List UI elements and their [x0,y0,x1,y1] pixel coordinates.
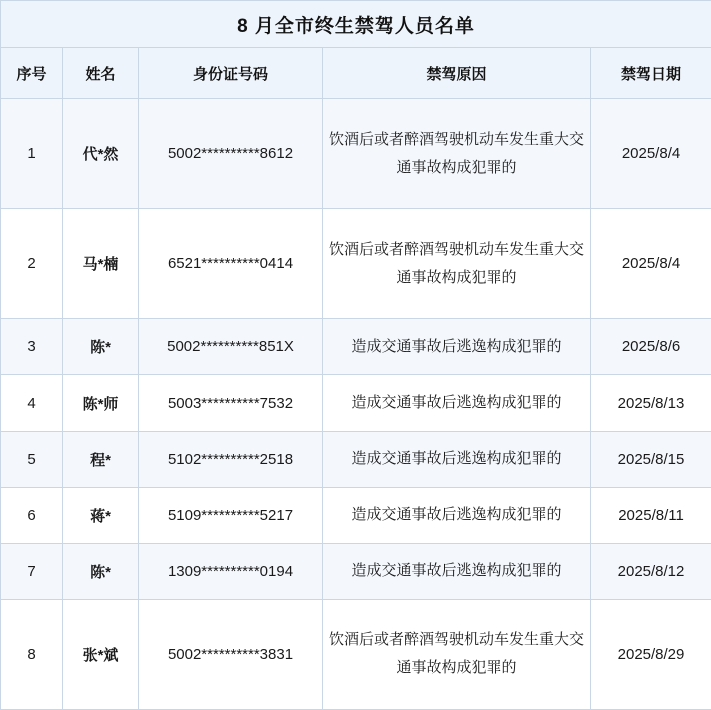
cell-seq: 6 [1,487,63,543]
cell-seq: 2 [1,209,63,319]
table-row [1,99,711,209]
column-header-id: 身份证号码 [139,48,323,99]
cell-name: 陈* [63,319,139,375]
cell-reason: 造成交通事故后逃逸构成犯罪的 [323,543,591,599]
cell-name: 张*斌 [63,599,139,709]
cell-reason: 造成交通事故后逃逸构成犯罪的 [323,487,591,543]
cell-name: 程* [63,431,139,487]
cell-date: 2025/8/29 [591,599,711,709]
cell-seq: 3 [1,319,63,375]
cell-seq: 4 [1,375,63,431]
cell-id: 5102**********2518 [139,431,323,487]
column-header-name: 姓名 [63,48,139,99]
cell-date: 2025/8/4 [591,99,711,209]
cell-reason: 造成交通事故后逃逸构成犯罪的 [323,319,591,375]
cell-reason: 饮酒后或者醉酒驾驶机动车发生重大交通事故构成犯罪的 [323,599,591,709]
table-row [1,375,711,431]
cell-id: 5109**********5217 [139,487,323,543]
page-title: 8 月全市终生禁驾人员名单 [1,1,711,48]
cell-reason: 饮酒后或者醉酒驾驶机动车发生重大交通事故构成犯罪的 [323,99,591,209]
cell-date: 2025/8/12 [591,543,711,599]
cell-date: 2025/8/4 [591,209,711,319]
cell-seq: 1 [1,99,63,209]
table-row [1,209,711,319]
table-row [1,543,711,599]
cell-seq: 5 [1,431,63,487]
cell-name: 陈* [63,543,139,599]
cell-name: 蒋* [63,487,139,543]
cell-name: 马*楠 [63,209,139,319]
table-row [1,319,711,375]
cell-seq: 8 [1,599,63,709]
cell-id: 5002**********851X [139,319,323,375]
cell-reason: 造成交通事故后逃逸构成犯罪的 [323,431,591,487]
cell-seq: 7 [1,543,63,599]
cell-id: 5002**********3831 [139,599,323,709]
cell-date: 2025/8/15 [591,431,711,487]
table-row [1,487,711,543]
cell-reason: 造成交通事故后逃逸构成犯罪的 [323,375,591,431]
column-header-seq: 序号 [1,48,63,99]
cell-id: 5003**********7532 [139,375,323,431]
cell-name: 代*然 [63,99,139,209]
cell-date: 2025/8/13 [591,375,711,431]
table-row [1,431,711,487]
cell-id: 5002**********8612 [139,99,323,209]
column-header-reason: 禁驾原因 [323,48,591,99]
table-header-row [1,48,711,99]
cell-name: 陈*师 [63,375,139,431]
cell-date: 2025/8/6 [591,319,711,375]
table-row [1,599,711,709]
column-header-date: 禁驾日期 [591,48,711,99]
cell-id: 1309**********0194 [139,543,323,599]
cell-date: 2025/8/11 [591,487,711,543]
cell-id: 6521**********0414 [139,209,323,319]
cell-reason: 饮酒后或者醉酒驾驶机动车发生重大交通事故构成犯罪的 [323,209,591,319]
table-title-row [1,1,711,48]
